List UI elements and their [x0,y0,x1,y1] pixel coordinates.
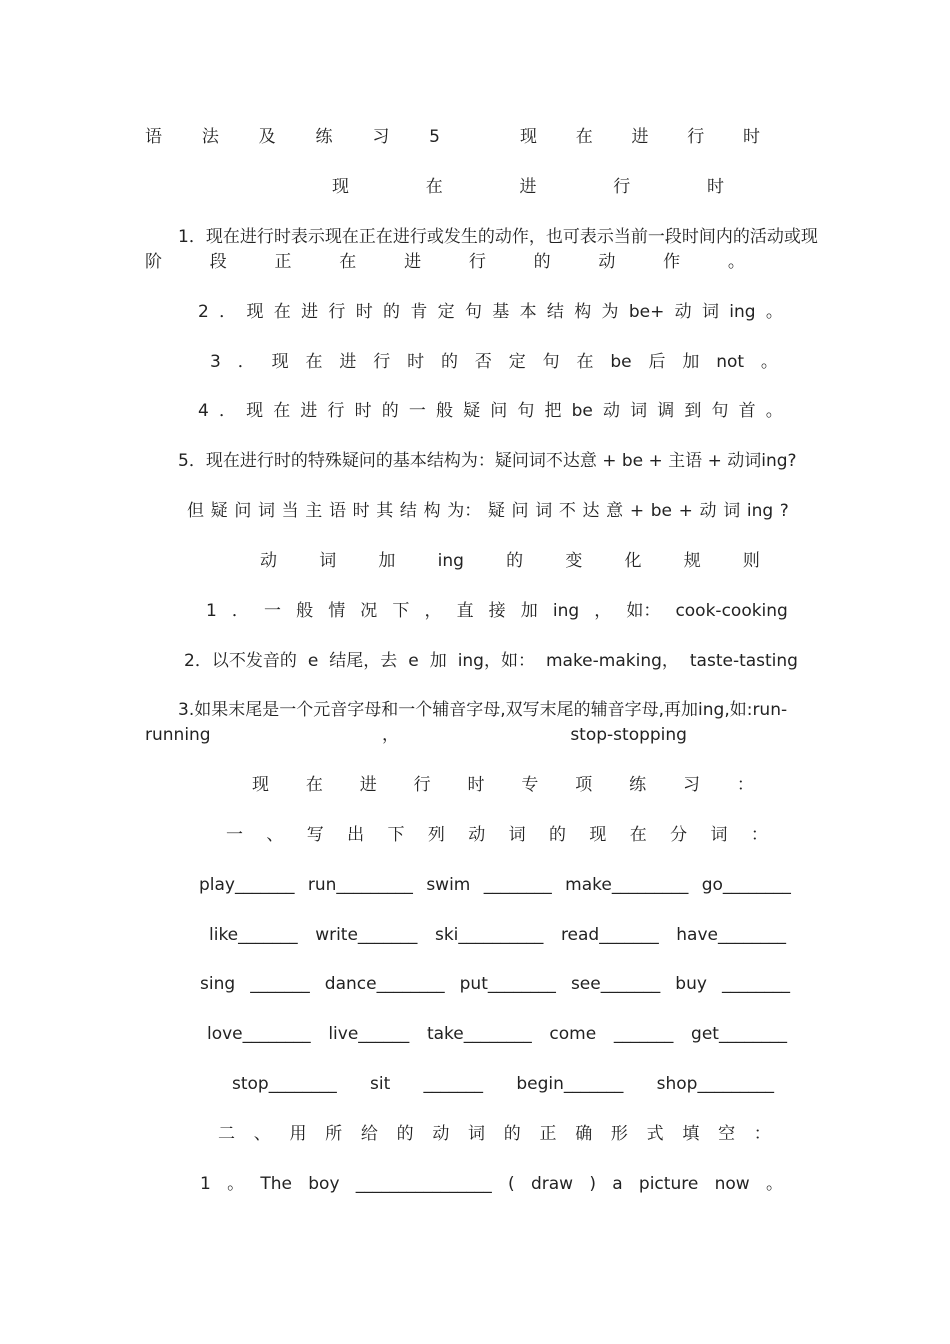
heading-token: ： [736,775,754,795]
rule-token: 结尾，去 [329,651,398,671]
rule-token: 问 [234,501,252,521]
verb-blank: have________ [676,925,786,945]
rule-token: 时 [352,501,370,521]
verb-blank: love________ [207,1024,311,1044]
heading-token: 的 [396,1124,414,1144]
rule-5 [178,448,798,474]
rule-token: e [307,651,319,671]
title-token: 练 [315,127,333,147]
heading-token: 在 [629,825,647,845]
rule-token: taste-tasting [689,651,798,671]
question-token: 1 [200,1174,211,1194]
verb-blank: see_______ [570,974,661,994]
rule-token: 。 [760,352,778,372]
rule-token: 2．以不发音的 [184,651,297,671]
title-token: 及 [258,127,276,147]
rule-token: 现 [271,352,289,372]
rule-token: 句 [711,401,729,421]
heading-token: 式 [646,1124,664,1144]
question-token: 。 [227,1174,245,1194]
heading-token: 词 [468,1124,486,1144]
rule-token: ing [746,501,774,521]
rule-token: 如： [626,601,661,621]
section-1-heading [226,822,768,848]
heading-token: 出 [347,825,365,845]
heading-token: 则 [742,551,760,571]
rule-token: be [650,501,672,521]
question-token: ________________ [355,1174,492,1194]
heading-token: 形 [610,1124,628,1144]
rule-token: 首 [738,401,756,421]
rule-token: + [678,501,693,521]
rule-token: 一 [408,401,426,421]
rule-token: 在 [305,352,323,372]
rule-token: 问 [490,401,508,421]
rule-token: ， [381,725,399,745]
rule-5-text: 5．现在进行时的特殊疑问的基本结构为：疑问词不达意 + be + 主语 + 动词ing? [178,451,797,471]
rule-token: 动 [598,252,616,272]
rule-1-line-1 [178,224,818,250]
rule-token: 本 [519,302,537,322]
rule-2 [198,299,783,325]
heading-token: ： [753,1124,771,1144]
heading-token: 空 [718,1124,736,1144]
rule-token: 进 [339,352,357,372]
rule-token: 般 [296,601,314,621]
rule-token: ? [779,501,789,521]
heading-token: 在 [305,775,323,795]
rule-token: 动 [699,501,717,521]
heading-token: 动 [260,551,277,571]
ing-rule-3-line-2 [145,722,687,748]
heading-token: 列 [427,825,445,845]
rule-token: ing，如： [457,651,535,671]
rule-token: running [145,725,211,745]
rule-token: 时 [407,352,425,372]
verb-blank: take________ [426,1024,532,1044]
rule-token: 加 [429,651,447,671]
verb-blank: buy [675,974,707,994]
heading-token: 项 [575,775,593,795]
heading-token: 规 [683,551,701,571]
rule-token: 结 [546,302,564,322]
rule-token: 时 [354,401,372,421]
rule-token: be+ [628,302,665,322]
heading-token: 加 [378,551,396,571]
rule-token: 在 [576,352,594,372]
rule-token: be [571,401,593,421]
rule-token: 调 [657,401,675,421]
verb-row-1 [199,872,791,898]
rule-token: 肯 [410,302,428,322]
subtitle-token: 进 [519,177,537,197]
rule-token: 作 [663,252,681,272]
heading-token: 动 [468,825,486,845]
rule-token: 的 [533,252,551,272]
heading-token: 习 [683,775,700,795]
title-token: 习 [372,127,390,147]
rule-token: 正 [274,252,292,272]
title-token: 5 [429,127,440,147]
heading-token: 动 [432,1124,450,1144]
rule-token: 时 [355,302,373,322]
rule-token: 词 [723,501,741,521]
verb-blank: ________ [483,875,552,895]
verb-blank: dance________ [324,974,445,994]
heading-token: 现 [589,825,607,845]
heading-token: 进 [359,775,377,795]
rule-token: 在 [273,401,291,421]
heading-token: 词 [508,825,526,845]
question-1 [200,1171,783,1197]
heading-token: 的 [506,551,524,571]
rule-token: 在 [273,302,291,322]
rule-token: 行 [327,401,345,421]
ing-rules-heading [260,548,760,574]
title-token: 时 [743,127,760,147]
rule-token: ． [237,352,255,372]
rule-token: 的 [381,401,399,421]
practice-heading [252,772,754,798]
verb-blank: ski__________ [434,925,544,945]
verb-blank: shop_________ [656,1074,774,1094]
rule-token: ing [729,302,756,322]
rule-token: 进 [404,252,422,272]
heading-token: 给 [360,1124,378,1144]
question-token: a [612,1174,623,1194]
rule-token: 进 [300,401,318,421]
rule-token: 现 [246,302,264,322]
rule-token: stop-stopping [570,725,687,745]
rule-token: ， [424,601,442,621]
rule-token: 疑 [463,401,481,421]
rule-token: 定 [437,302,455,322]
rule-token: 。 [765,401,783,421]
verb-row-5 [232,1071,774,1097]
rule-token: 结 [399,501,417,521]
rule-token: not [716,352,745,372]
heading-token: 的 [503,1124,521,1144]
heading-token: 用 [289,1124,307,1144]
ing-rule-3-text: 3.如果末尾是一个元音字母和一个辅音字母,双写末尾的辅音字母,再加ing,如:run- [178,700,788,720]
rule-token: 直 [456,601,474,621]
heading-token: 词 [710,825,728,845]
question-token: ) [589,1174,596,1194]
verb-blank: read_______ [560,925,659,945]
rule-token: 不 [558,501,576,521]
question-token: 。 [765,1174,783,1194]
heading-token: 的 [549,825,566,845]
rule-token: 词 [630,401,648,421]
question-token: boy [308,1174,340,1194]
title-left [145,124,440,150]
rule-token: 下 [392,601,410,621]
rule-token: 接 [488,601,506,621]
heading-token: 分 [670,825,688,845]
rule-3 [210,349,778,375]
subtitle-token: 行 [613,177,631,197]
verb-blank: _______ [423,1074,484,1094]
heading-token: 所 [325,1124,343,1144]
question-token: ( [508,1174,515,1194]
heading-token: 填 [682,1124,700,1144]
rule-token: 其 [376,501,394,521]
rule-token: 把 [544,401,562,421]
rule-token: 句 [464,302,482,322]
title-token: 进 [631,127,649,147]
rule-token: e [408,651,419,671]
heading-token: 现 [252,775,269,795]
rule-token: 主 [305,501,323,521]
verb-blank: swim [426,875,471,895]
subtitle-token: 现 [332,177,349,197]
rule-token: 意 [606,501,624,521]
verb-row-2 [209,922,786,948]
verb-blank: put________ [459,974,556,994]
rule-token: 定 [508,352,526,372]
verb-blank: go________ [701,875,791,895]
rule-token: ． [218,401,236,421]
ing-rule-1 [206,598,788,624]
heading-token: 变 [565,551,583,571]
heading-token: 行 [413,775,431,795]
rule-4 [198,398,783,424]
rule-token: 词 [257,501,275,521]
rule-token: 行 [328,302,346,322]
rule-token: ， [594,601,612,621]
ing-rule-3-line-1 [178,697,808,723]
rule-1-text: 1．现在进行时表示现在正在进行或发生的动作，也可表示当前一段时间内的活动或现 [178,227,818,247]
rule-1-line-2 [145,249,745,275]
rule-token: 3 [210,352,221,372]
heading-token: 、 [253,1124,271,1144]
rule-token: 否 [474,352,492,372]
rule-token: 般 [435,401,453,421]
rule-token: 但 [187,501,204,521]
doc-subtitle [332,174,724,200]
rule-token: 疑 [210,501,228,521]
verb-row-3 [200,971,790,997]
verb-blank: begin_______ [516,1074,624,1094]
title-token: 语 [145,127,162,147]
rule-token: 构 [574,302,592,322]
subtitle-token: 在 [425,177,443,197]
heading-token: 专 [521,775,539,795]
heading-token: 词 [319,551,337,571]
heading-token: 、 [266,825,284,845]
verb-blank: _______ [613,1024,674,1044]
rule-token: 句 [517,401,535,421]
question-token: picture [638,1174,699,1194]
rule-token: ． [231,601,249,621]
verb-blank: make_________ [565,875,689,895]
title-right [520,124,760,150]
rule-token: ． [219,302,237,322]
rule-token: 2 [198,302,209,322]
rule-token: 语 [328,501,346,521]
rule-token: 一 [264,601,282,621]
title-token: 现 [520,127,537,147]
rule-token: 后 [648,352,666,372]
rule-token: 情 [328,601,346,621]
title-token: 法 [201,127,219,147]
doc-title [145,124,805,150]
rule-token: cook-cooking [675,601,788,621]
verb-blank: ________ [721,974,790,994]
section-2-heading [218,1121,771,1147]
heading-token: 一 [226,825,243,845]
title-token: 在 [575,127,593,147]
rule-token: ing [552,601,580,621]
rule-token: 段 [209,252,227,272]
subtitle-token: 时 [707,177,724,197]
title-token: 行 [687,127,705,147]
rule-token: 在 [339,252,357,272]
rule-token: 行 [373,352,391,372]
heading-token: 确 [575,1124,593,1144]
heading-token: 二 [218,1124,235,1144]
verb-blank: sing [200,974,236,994]
rule-token: 。 [727,252,745,272]
rule-token: 况 [360,601,378,621]
rule-token: + [629,501,645,521]
heading-token: 时 [467,775,485,795]
heading-token: 化 [624,551,642,571]
verb-blank: stop________ [232,1074,337,1094]
rule-token: 的 [440,352,458,372]
rule-token: 词 [701,302,719,322]
rule-token: 基 [492,302,510,322]
verb-blank: play_______ [199,875,295,895]
verb-blank: come [549,1024,597,1044]
rule-token: 阶 [145,252,162,272]
heading-token: 练 [629,775,647,795]
heading-token: 下 [387,825,405,845]
rule-token: 1 [206,601,217,621]
rule-token: 词 [535,501,553,521]
ing-rule-2 [184,648,798,674]
heading-token: ： [750,825,768,845]
verb-blank: _______ [250,974,310,994]
rule-token: 4 [198,401,209,421]
verb-blank: like_______ [209,925,298,945]
rule-token: 动 [674,302,692,322]
heading-token: ing [437,551,464,571]
verb-blank: run_________ [307,875,413,895]
rule-token: 为 [601,302,619,322]
verb-blank: sit [370,1074,391,1094]
rule-token: 。 [765,302,783,322]
verb-blank: get________ [691,1024,787,1044]
rule-token: 到 [684,401,702,421]
rule-token: 加 [682,352,700,372]
heading-token: 正 [539,1124,557,1144]
rule-token: 现 [246,401,264,421]
rule-token: 当 [281,501,299,521]
question-token: draw [530,1174,574,1194]
rule-token: 问 [511,501,529,521]
rule-token: 行 [468,252,486,272]
rule-token: 进 [301,302,319,322]
verb-blank: live______ [328,1024,410,1044]
rule-token: 疑 [487,501,505,521]
question-token: now [714,1174,750,1194]
rule-token: 达 [582,501,600,521]
question-token: The [260,1174,292,1194]
rule-token: 句 [542,352,560,372]
rule-6 [187,498,789,524]
verb-blank: write_______ [315,925,418,945]
rule-token: 动 [602,401,620,421]
rule-token: 为： [447,501,482,521]
rule-token: 的 [383,302,401,322]
heading-token: 写 [306,825,324,845]
rule-token: make-making， [545,651,679,671]
rule-token: 构 [423,501,441,521]
rule-token: be [610,352,632,372]
rule-token: 加 [520,601,538,621]
verb-row-4 [207,1021,787,1047]
